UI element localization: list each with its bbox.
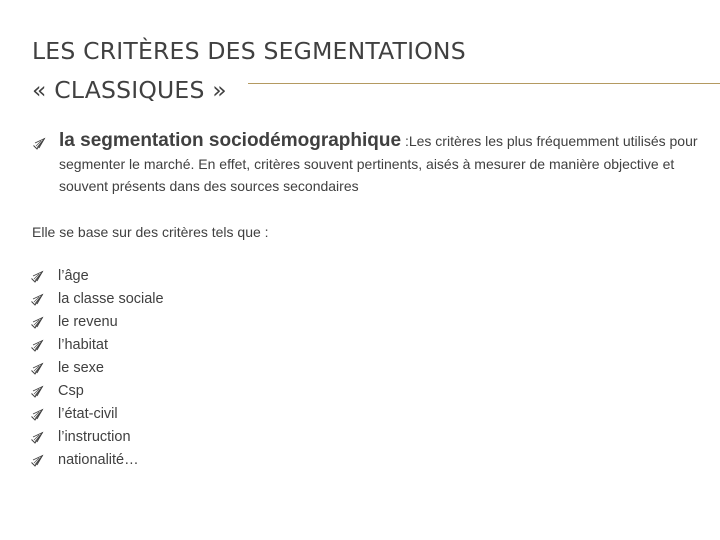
feather-check-icon	[30, 339, 44, 353]
feather-check-icon	[30, 293, 44, 307]
criteria-item-label: l’âge	[58, 268, 89, 284]
feather-check-icon	[30, 270, 44, 284]
criteria-item-label: l’habitat	[58, 337, 108, 353]
criteria-item-label: le revenu	[58, 314, 118, 330]
feather-check-icon	[30, 316, 44, 330]
segmentation-paragraph	[59, 130, 709, 198]
segmentation-heading: la segmentation sociodémographique	[59, 130, 402, 151]
feather-check-icon	[30, 362, 44, 376]
criteria-intro: Elle se base sur des critères tels que :	[32, 224, 269, 240]
segmentation-description: :Les critères les plus fréquemment utilisés pour segmenter le marché. En effet, critères souvent pertinents, aisés à mesurer de manière objective et souvent présents dans des sources secondaires	[59, 133, 698, 194]
criteria-item-label: la classe sociale	[58, 291, 164, 307]
feather-check-icon	[30, 431, 44, 445]
feather-check-icon	[30, 408, 44, 422]
title-underline-rule	[248, 83, 720, 84]
feather-check-icon	[30, 454, 44, 468]
criteria-item-label: nationalité…	[58, 452, 139, 468]
slide-title	[32, 32, 466, 110]
criteria-item-label: l’état-civil	[58, 406, 118, 422]
criteria-item-label: l’instruction	[58, 429, 131, 445]
feather-check-icon	[32, 137, 46, 151]
criteria-item-label: le sexe	[58, 360, 104, 376]
feather-check-icon	[30, 385, 44, 399]
slide-title-line-1: LES CRITÈRES DES SEGMENTATIONS	[32, 37, 466, 65]
criteria-item-label: Csp	[58, 383, 84, 399]
slide-title-line-2: « CLASSIQUES »	[32, 76, 227, 104]
